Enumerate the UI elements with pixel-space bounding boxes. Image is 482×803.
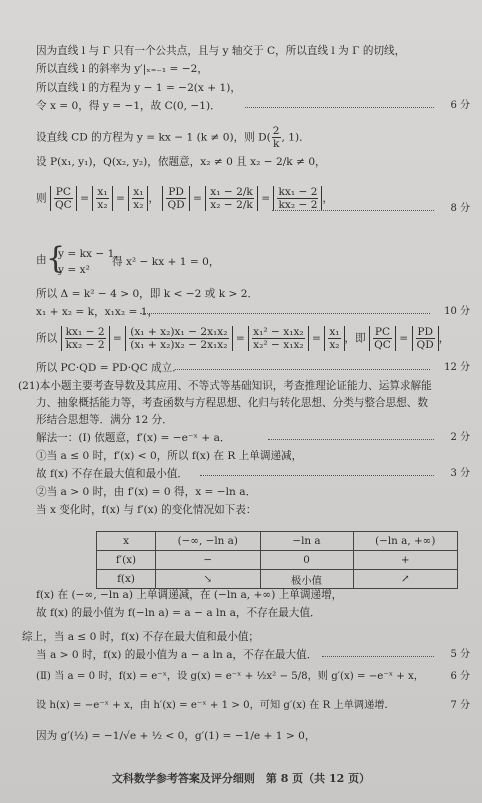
table-row: x (−∞, −ln a) −ln a (−ln a, +∞) (97, 532, 458, 551)
score-leader (140, 313, 430, 314)
text-line: 当 a > 0 时，f(x) 的最小值为 a − a ln a，不存在最大值． (36, 649, 318, 661)
text-line: (Ⅱ) 当 a = 0 时，f(x) = e⁻ˣ，设 g(x) = e⁻ˣ + ½x² − 5/8，则 g′(x) = −e⁻ˣ + x， (36, 671, 424, 682)
text-line: 得 x² − kx + 1 = 0， (112, 256, 220, 268)
text-line: 解法一：(Ⅰ) 依题意，f′(x) = −e⁻ˣ + a． (36, 432, 231, 444)
system-eq-1: y = kx − 1, (58, 248, 118, 260)
text-line: 设 h(x) = −e⁻ˣ + x，由 h′(x) = e⁻ˣ + 1 > 0，可知 g′(x) 在 R 上单调递增． (36, 700, 395, 711)
text-line: 所以 Δ = k² − 4 > 0，即 k < −2 或 k > 2． (36, 288, 259, 300)
text-line: 令 x = 0，得 y = −1，故 C(0, −1)． (36, 100, 221, 112)
text-line: 所以直线 l 的斜率为 y′|ₓ₌₋₁ = −2， (36, 63, 208, 75)
score-mark: 5 分 (450, 649, 470, 660)
text-line: f(x) 在 (−∞, −ln a) 上单调递减，在 (−ln a, +∞) 上单调递增， (36, 589, 343, 601)
text-line: 因为直线 l 与 Γ 只有一个公共点，且与 y 轴交于 C，所以直线 l 为 Γ 的切线， (36, 45, 406, 57)
text-line: x₁ + x₂ = k，x₁x₂ = 1， (36, 306, 159, 318)
text-line: 因为 g′(½) = −1/√e + ½ < 0，g′(1) = −1/e + 1 > 0， (36, 730, 316, 742)
score-mark: 3 分 (450, 468, 470, 479)
ratio-equation: 则 $\frac{PC}{QC}$ = $\frac{\text{x₁}}{\text{x₂}}$ = $\frac{\text{x₁}}{\text{x₂}}$ ， $\frac{PD}{QD}$ = $\frac{\text{x₁ − 2/k}}{\text{x₂ − 2/k}}$ = $\frac{\text{kx₁ − 2}}{\text{kx₂ − 2}}$ ， (36, 186, 334, 211)
score-mark: 10 分 (444, 306, 470, 317)
text-line: 所以 PC·QD = PD·QC 成立． (36, 362, 183, 374)
score-leader (268, 439, 434, 440)
score-mark: 6 分 (450, 100, 470, 111)
score-leader (322, 656, 434, 657)
text-line: 当 x 变化时，f(x) 与 f′(x) 的变化情况如下表： (36, 504, 257, 516)
text-line: 故 f(x) 不存在最大值和最小值． (36, 468, 189, 480)
text-line: 设直线 CD 的方程为 y = kx − 1 (k ≠ 0)，则 D( $\frac{2}{k}$ , 1)． (36, 125, 310, 150)
fraction: $\frac{2}{k}$ (272, 125, 280, 150)
score-leader (200, 475, 434, 476)
score-leader (175, 369, 430, 370)
score-mark: 2 分 (450, 432, 470, 443)
score-mark: 6 分 (450, 671, 470, 682)
score-mark: 7 分 (450, 700, 470, 711)
score-leader (245, 107, 434, 108)
system-eq-2: y = x² (58, 264, 90, 276)
text-line: 综上，当 a ≤ 0 时，f(x) 不存在最大值和最小值； (22, 631, 260, 643)
score-mark: 8 分 (450, 203, 470, 214)
ratio-proof: 所以 $\frac{\text{kx₁ − 2}}{\text{kx₂ − 2}}$ = $\frac{\text{(x₁ + x₂)x₁ − 2x₁x₂}}{\text{(x₁ + x₂)x₂ − 2x₁x₂}}$ = $\frac{\text{x₁² − x₁x₂}}{\text{x₂² − x₁x₂}}$ = $\frac{\text{x₁}}{\text{x₂}}$ ，即 $\frac{PC}{QC}$ = $\frac{PD}{QD}$ ， (36, 326, 450, 351)
text-line: 所以直线 l 的方程为 y − 1 = −2(x + 1)， (36, 82, 241, 94)
text-line: 设 P(x₁, y₁)，Q(x₂, y₂)，依题意，x₂ ≠ 0 且 x₂ − 2/k ≠ 0， (36, 156, 326, 168)
system-brace: { (46, 241, 66, 276)
score-mark: 12 分 (444, 362, 470, 373)
text-line: ①当 a ≤ 0 时，f′(x) < 0，所以 f(x) 在 R 上单调递减， (36, 450, 303, 462)
text-line: 力、抽象概括能力等，考查函数与方程思想、化归与转化思想、分类与整合思想、数 (36, 397, 428, 409)
page-footer: 文科数学参考答案及评分细则 第 8 页（共 12 页） (111, 772, 371, 785)
score-leader (272, 210, 434, 211)
text-line: ②当 a > 0 时，由 f′(x) = 0 得，x = −ln a． (36, 486, 257, 498)
section-heading: (21)本小题主要考查导数及其应用、不等式等基础知识，考查推理论证能力、运算求解能 (18, 380, 432, 392)
table-row: f′(x) − 0 + (97, 551, 458, 570)
table-row: f(x) ↘ 极小值 ↗ (97, 570, 458, 589)
variation-table (96, 531, 458, 589)
text-line: 故 f(x) 的最小值为 f(−ln a) = a − a ln a，不存在最大值． (36, 607, 321, 619)
text-line: 形结合思想等．满分 12 分． (36, 414, 173, 426)
text-line: 由 (36, 254, 47, 266)
